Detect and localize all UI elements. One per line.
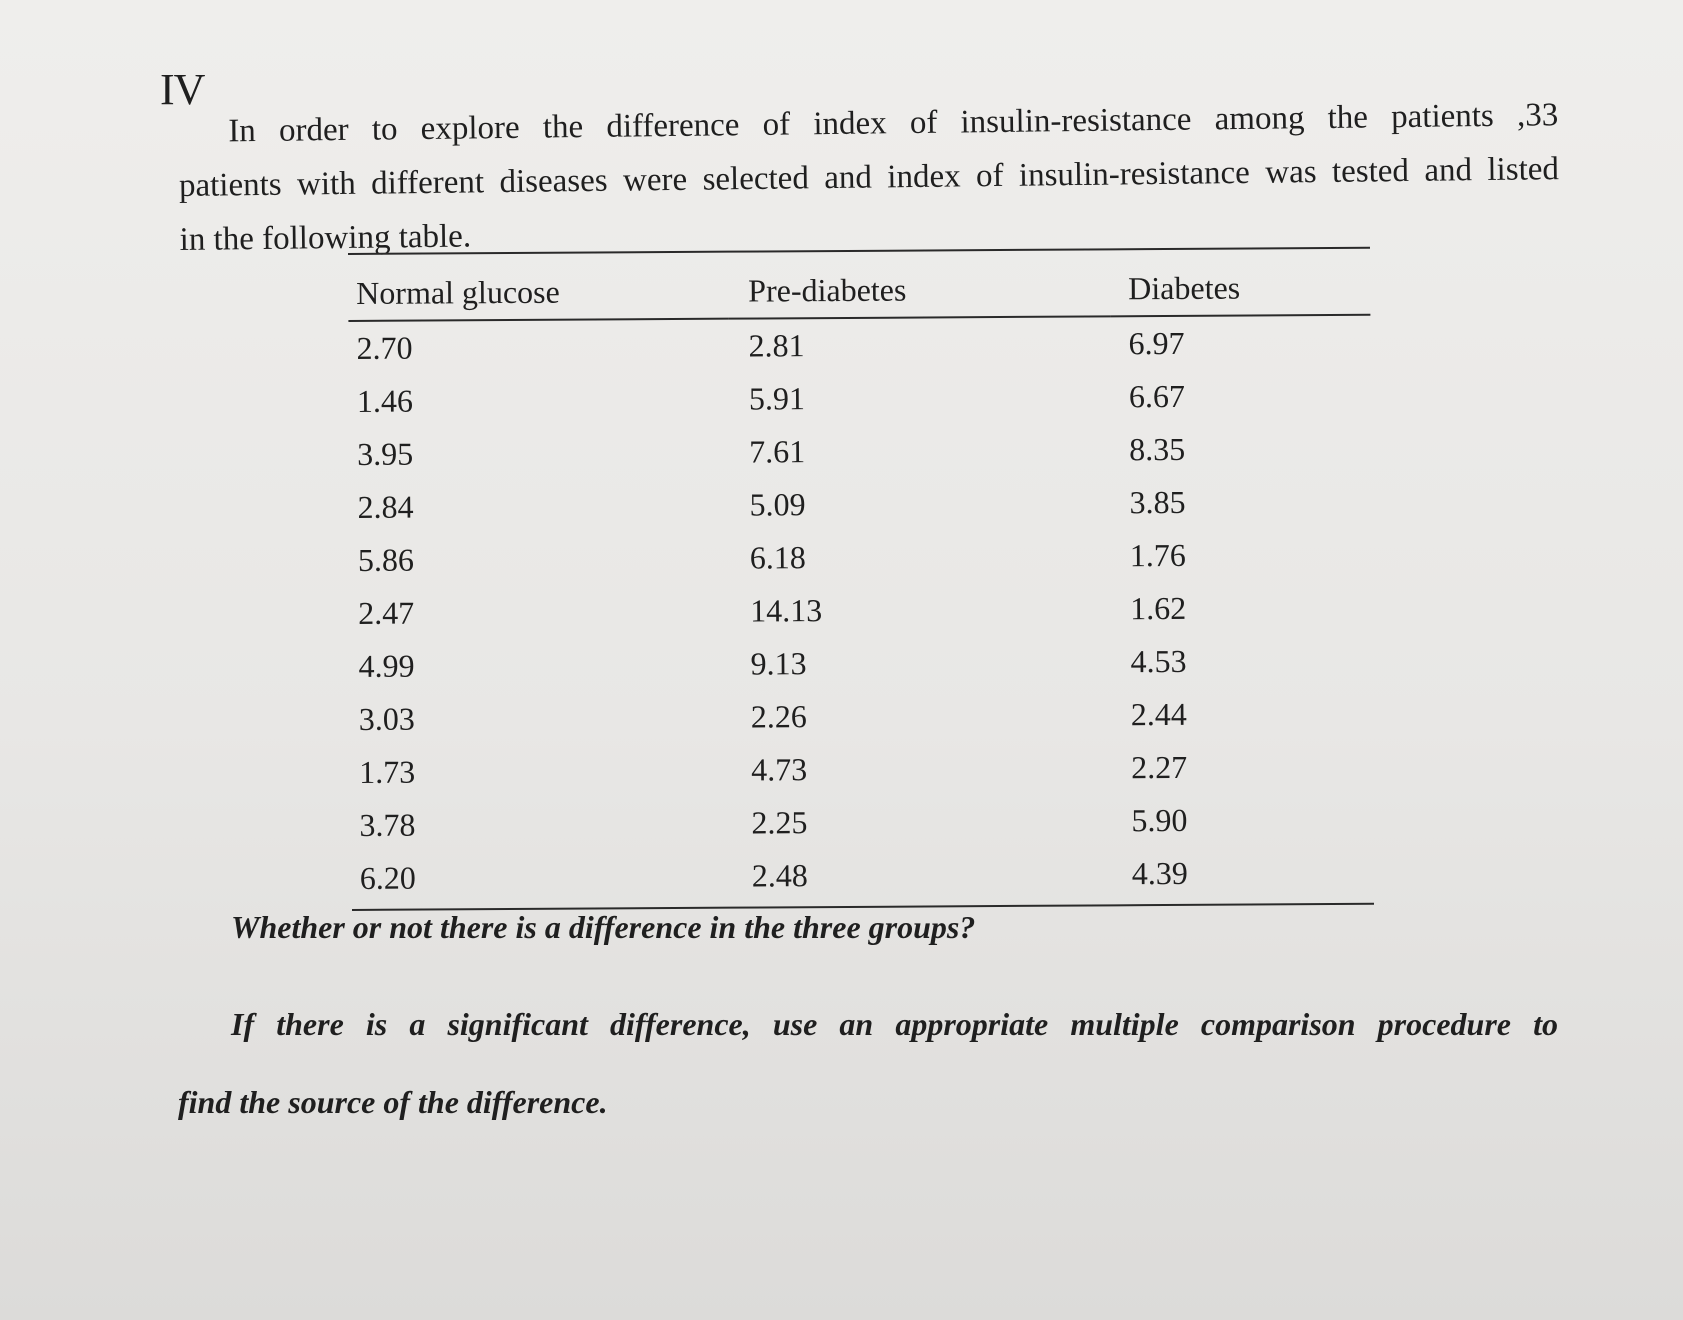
question-2-line-2: find the source of the difference. (178, 1084, 608, 1120)
cell-normal-glucose: 2.47 (358, 594, 415, 631)
cell-diabetes: 4.53 (1130, 642, 1187, 680)
question-2-line-1: If there is a significant difference, use an appropriate multiple comparison procedure to (231, 1006, 1558, 1042)
cell-pre-diabetes: 2.81 (748, 327, 805, 364)
question-2 (178, 985, 1558, 1141)
cell-diabetes: 6.97 (1128, 324, 1185, 362)
cell-pre-diabetes: 14.13 (750, 592, 823, 629)
section-number: IV (160, 65, 205, 114)
cell-diabetes: 4.39 (1114, 846, 1374, 906)
table-row (349, 422, 1371, 481)
cell-pre-diabetes: 5.91 (748, 380, 806, 417)
table-header-row (348, 248, 1370, 321)
cell-diabetes: 2.27 (1131, 748, 1188, 786)
cell-diabetes: 3.85 (1129, 483, 1186, 521)
cell-normal-glucose: 3.78 (359, 806, 416, 843)
cell-normal-glucose: 2.70 (356, 329, 413, 366)
cell-pre-diabetes: 2.48 (732, 847, 1114, 907)
cell-normal-glucose: 1.46 (356, 382, 414, 419)
table-row (350, 528, 1372, 587)
cell-diabetes: 2.44 (1130, 695, 1187, 733)
header-normal-glucose: Normal glucose (348, 252, 728, 321)
cell-pre-diabetes: 6.18 (749, 539, 806, 576)
insulin-resistance-table (348, 247, 1374, 911)
cell-normal-glucose: 1.73 (359, 753, 416, 790)
cell-diabetes: 8.35 (1129, 430, 1186, 468)
intro-line-1: In order to explore the difference of index of insulin-resistance among the patients ,33 (228, 97, 1559, 150)
table-row (351, 687, 1373, 746)
cell-normal-glucose: 5.86 (357, 541, 414, 578)
cell-pre-diabetes: 2.25 (751, 804, 808, 841)
problem-statement (178, 88, 1560, 267)
question-1 (178, 908, 1558, 946)
cell-pre-diabetes: 5.09 (749, 486, 806, 523)
cell-pre-diabetes: 4.73 (751, 751, 808, 788)
cell-normal-glucose: 3.03 (358, 700, 415, 737)
cell-normal-glucose: 3.95 (357, 435, 414, 472)
question-1-text: Whether or not there is a difference in the three groups? (231, 909, 976, 945)
table-row (351, 793, 1373, 852)
data-table-container (348, 247, 1374, 911)
table-row (351, 740, 1373, 799)
cell-normal-glucose: 6.20 (352, 850, 732, 910)
cell-pre-diabetes: 7.61 (749, 433, 806, 470)
cell-pre-diabetes: 9.13 (750, 645, 807, 682)
table-row (352, 846, 1374, 910)
header-pre-diabetes: Pre-diabetes (728, 249, 1110, 318)
cell-normal-glucose: 4.99 (358, 647, 415, 684)
table-row (349, 369, 1371, 428)
intro-line-3: in the following table. (179, 218, 472, 258)
cell-diabetes: 1.62 (1130, 589, 1187, 627)
table-row (349, 475, 1371, 534)
cell-diabetes: 1.76 (1129, 536, 1186, 574)
table-row (350, 581, 1372, 640)
intro-line-2: patients with different diseases were selected and index of insulin-resistance was tested and listed (178, 151, 1560, 204)
cell-pre-diabetes: 2.26 (750, 698, 807, 735)
cell-diabetes: 6.67 (1128, 377, 1185, 415)
cell-normal-glucose: 2.84 (357, 488, 414, 525)
table-row (350, 634, 1372, 693)
header-diabetes: Diabetes (1110, 248, 1370, 317)
cell-diabetes: 5.90 (1131, 801, 1188, 839)
table-row (348, 315, 1370, 375)
